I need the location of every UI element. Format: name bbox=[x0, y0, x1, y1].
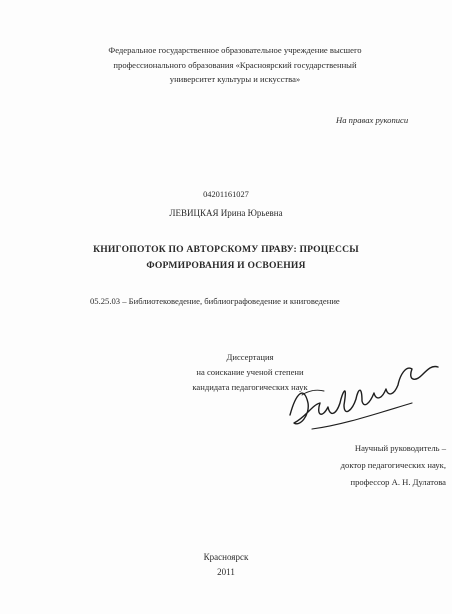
advisor-line-3: профессор А. Н. Дулатова bbox=[350, 477, 446, 487]
organization-header bbox=[70, 43, 400, 87]
advisor-line-1: Научный руководитель – bbox=[354, 443, 446, 453]
city: Красноярск bbox=[203, 552, 249, 562]
author-name: ЛЕВИЦКАЯ Ирина Юрьевна bbox=[169, 208, 283, 218]
registration-number: 04201161027 bbox=[203, 190, 249, 199]
rights-note: На правах рукописи bbox=[336, 115, 409, 125]
org-line-2: профессионального образования «Красноярский государственный bbox=[113, 59, 357, 70]
degree-line-2: на соискание ученой степени bbox=[196, 367, 304, 377]
thesis-title bbox=[0, 242, 452, 274]
degree-line-1: Диссертация bbox=[226, 352, 274, 362]
title-line-1: КНИГОПОТОК ПО АВТОРСКОМУ ПРАВУ: ПРОЦЕССЫ bbox=[93, 244, 359, 255]
year: 2011 bbox=[217, 567, 235, 577]
scientific-advisor bbox=[296, 440, 446, 491]
title-line-2: ФОРМИРОВАНИЯ И ОСВОЕНИЯ bbox=[146, 260, 306, 271]
advisor-line-2: доктор педагогических наук, bbox=[340, 460, 446, 470]
specialty-code: 05.25.03 – Библиотековедение, библиографоведение и книговедение bbox=[90, 296, 340, 306]
degree-line-3: кандидата педагогических наук bbox=[192, 382, 308, 392]
handwritten-signature bbox=[282, 345, 442, 440]
org-line-3: университет культуры и искусства» bbox=[169, 74, 301, 84]
org-line-1: Федеральное государственное образовательное учреждение высшего bbox=[108, 45, 362, 55]
